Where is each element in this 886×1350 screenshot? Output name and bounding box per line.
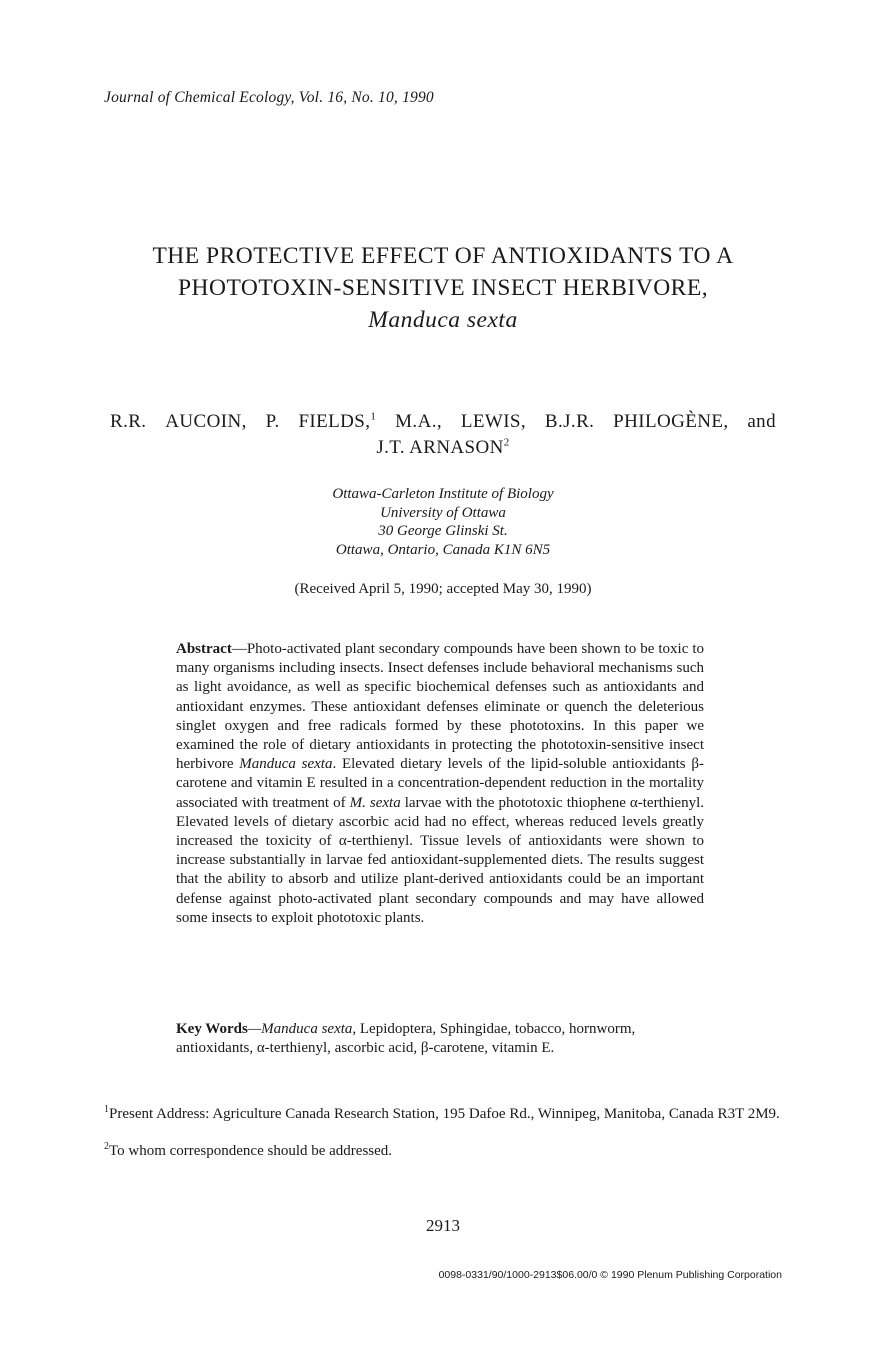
author-word: P. — [265, 411, 280, 432]
keywords-text: , Lepidoptera, Sphingidae, tobacco, hornworm, antioxidants, α-terthienyl, ascorbic acid, β-carotene, vitamin E. — [176, 1021, 636, 1057]
footnote-number: 2 — [104, 1141, 109, 1152]
page-number: 2913 — [426, 1216, 460, 1235]
abstract-label: Abstract — [176, 641, 232, 657]
author-word: R.R. — [110, 411, 147, 432]
keywords-species: —Manduca sexta — [247, 1021, 353, 1037]
article-title — [0, 240, 886, 336]
footnote — [104, 1143, 782, 1161]
abstract-species: M. sexta — [349, 794, 401, 811]
author-word: PHILOGÈNE, — [613, 411, 729, 432]
footnote-marker: 2 — [503, 436, 510, 449]
abstract-text: larvae with the phototoxic thiophene α-terthienyl. Elevated levels of dietary ascorbic acid had no effect, whereas reduced levels greatly increased the toxicity of α-terthienyl. Tissue levels of antioxidants were shown to increase substantially in larvae fed antioxidant-supplemented diets. The results suggest that the ability to absorb and utilize plant-derived antioxidants could be an important defense against photo-activated plant secondary compounds and may have allowed some insects to exploit phototoxic plants. — [176, 794, 704, 926]
author-list — [0, 409, 886, 461]
author-line-1 — [110, 409, 776, 435]
abstract-species: Manduca sexta — [239, 756, 333, 773]
affiliation — [0, 485, 886, 559]
title-line-2: PHOTOTOXIN-SENSITIVE INSECT HERBIVORE, — [177, 275, 709, 301]
abstract-text: . Elevated dietary levels of the lipid-soluble antioxidants β-carotene and vitamin E resulted in a concentration-dependent reduction in the mortality associated with treatment of — [176, 756, 704, 811]
footnote — [104, 1106, 782, 1124]
keywords — [176, 1020, 706, 1058]
received-dates: (Received April 5, 1990; accepted May 30, 1990) — [294, 581, 592, 597]
author-line-2 — [0, 435, 886, 461]
author-word: M.A., — [395, 411, 443, 432]
author-name: J.T. ARNASON — [376, 437, 504, 458]
affiliation-line: Ottawa, Ontario, Canada K1N 6N5 — [335, 541, 551, 558]
author-name: FIELDS, — [298, 411, 371, 432]
title-species: Manduca sexta — [368, 307, 518, 333]
title-line-1: THE PROTECTIVE EFFECT OF ANTIOXIDANTS TO A — [152, 243, 734, 269]
author-word — [298, 409, 376, 435]
abstract — [176, 640, 704, 928]
author-word: B.J.R. — [544, 411, 595, 432]
journal-citation: Journal of Chemical Ecology, Vol. 16, No. 10, 1990 — [104, 89, 434, 106]
author-word: and — [747, 411, 776, 432]
copyright-line: 0098-0331/90/1000-2913$06.00/0 © 1990 Plenum Publishing Corporation — [438, 1269, 782, 1281]
affiliation-line: Ottawa-Carleton Institute of Biology — [332, 486, 554, 502]
affiliation-line: 30 George Glinski St. — [378, 523, 508, 539]
author-word: LEWIS, — [460, 411, 527, 432]
footnote-number: 1 — [104, 1104, 109, 1115]
footnote-text: Present Address: Agriculture Canada Research Station, 195 Dafoe Rd., Winnipeg, Manitoba, Canada R3T 2M9. — [109, 1106, 780, 1122]
footnote-text: To whom correspondence should be addressed. — [109, 1143, 393, 1159]
keywords-label: Key Words — [176, 1021, 248, 1037]
author-word: AUCOIN, — [165, 411, 247, 432]
footnote-marker: 1 — [370, 410, 377, 423]
affiliation-line: University of Ottawa — [380, 504, 506, 521]
abstract-text: —Photo-activated plant secondary compounds have been shown to be toxic to many organisms including insects. Insect defenses include behavioral mechanisms such as light avoidance, as well as specific biochemical defenses such as antioxidants and antioxidant enzymes. These antioxidant defenses eliminate or quench the deleterious singlet oxygen and free radicals formed by these phototoxins. In this paper we examined the role of dietary antioxidants in protecting the phototoxin-sensitive insect herbivore — [176, 641, 704, 773]
